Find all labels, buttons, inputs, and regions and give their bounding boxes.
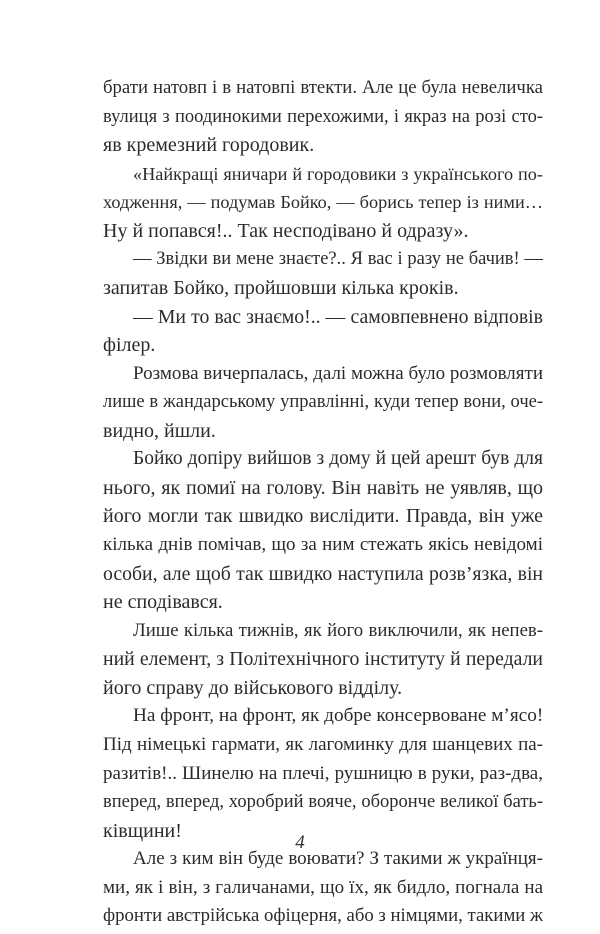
text-line: яв кремезний городовик. bbox=[103, 134, 315, 157]
text-line: — Ми то вас знаємо!.. — самовпевнено відповів bbox=[133, 305, 543, 328]
paragraph bbox=[103, 445, 543, 616]
text-line: Лише кілька тижнів, як його виключили, як непев- bbox=[133, 619, 543, 641]
text-line: фронти австрійська офіцерня, або з німцями, такими ж bbox=[103, 905, 543, 927]
text-line: Але з ким він буде воювати? З такими ж українця- bbox=[133, 848, 543, 870]
paragraph bbox=[103, 360, 543, 446]
text-line: філер. bbox=[103, 334, 156, 357]
text-line: разитів!.. Шинелю на плечі, рушницю в руки, раз-два, bbox=[103, 762, 543, 784]
text-line: брати натовп і в натовпі втекти. Але це була невеличка bbox=[103, 77, 543, 98]
paragraph bbox=[103, 303, 543, 360]
text-line: — Звідки ви мене знаєте?.. Я вас і разу не бачив! — bbox=[133, 249, 543, 270]
text-line: Розмова вичерпалась, далі можна було розмовляти bbox=[133, 362, 543, 384]
text-line: кілька днів помічав, що за ним стежать якісь невідомі bbox=[103, 534, 543, 555]
text-line: Ну й попався!.. Так несподівано й одразу». bbox=[103, 219, 469, 242]
text-line: ми, як і він, з галичанами, що їх, як бидло, погнала на bbox=[103, 876, 543, 898]
text-line: особи, але щоб так швидко наступила розв’язка, він bbox=[103, 562, 543, 585]
text-line: лише в жандарському управлінні, куди тепер вони, оче- bbox=[103, 392, 543, 413]
page-body bbox=[103, 74, 543, 931]
paragraph bbox=[103, 160, 543, 246]
text-line: його могли так швидко вислідити. Правда, він уже bbox=[103, 505, 543, 528]
paragraph bbox=[103, 74, 543, 160]
text-line: ківщини! bbox=[103, 819, 182, 842]
text-line: його справу до військового відділу. bbox=[103, 676, 403, 699]
text-line: ний елемент, з Політехнічного інституту й передали bbox=[103, 648, 543, 671]
text-line: ходження, — подумав Бойко, — борись тепер із ними… bbox=[103, 192, 543, 213]
text-line: видно, йшли. bbox=[103, 419, 216, 442]
text-line: нього, як помиї на голову. Він навіть не уявляв, що bbox=[103, 476, 543, 499]
text-line: запитав Бойко, пройшовши кілька кроків. bbox=[103, 276, 459, 299]
text-line: На фронт, на фронт, як добре консервоване м’ясо! bbox=[133, 705, 544, 727]
paragraph bbox=[103, 245, 543, 302]
paragraph bbox=[103, 845, 543, 931]
text-line: вперед, вперед, хоробрий вояче, оборонче великої бать- bbox=[103, 792, 543, 813]
paragraph bbox=[103, 702, 543, 845]
text-line: Бойко допіру вийшов з дому й цей арешт був для bbox=[133, 448, 543, 470]
page-number: 4 bbox=[295, 832, 305, 853]
paragraph bbox=[103, 617, 543, 703]
text-line: вулиця з поодинокими перехожими, і якраз на розі сто- bbox=[103, 106, 543, 127]
text-line: Під німецькі гармати, як лагоминку для шанцевих па- bbox=[103, 733, 543, 755]
text-line: «Найкращі яничари й городовики з українського по- bbox=[133, 163, 543, 184]
text-line: не сподівався. bbox=[103, 591, 223, 614]
